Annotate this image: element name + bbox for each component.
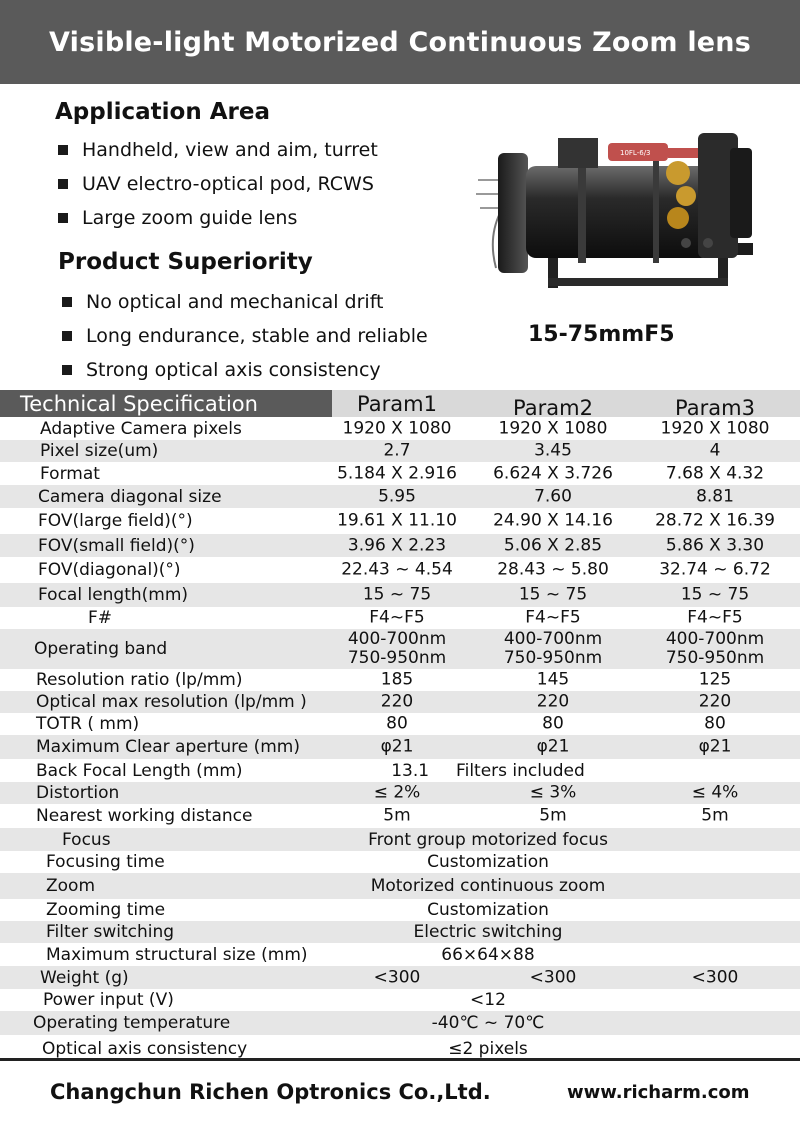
table-row bbox=[0, 828, 800, 851]
lens-tag-label: 10FL-6/3 bbox=[620, 149, 651, 157]
param-header: Param3 bbox=[675, 396, 755, 420]
bullet-square-icon bbox=[62, 365, 72, 375]
row-label: Operating band bbox=[34, 639, 168, 659]
row-value-param2: 1920 X 1080 bbox=[498, 418, 608, 438]
row-value-param3: 1920 X 1080 bbox=[660, 418, 770, 438]
row-value-param1: 5m bbox=[383, 805, 411, 826]
row-value-param3: 5.86 X 3.30 bbox=[665, 535, 765, 555]
title-bar bbox=[0, 0, 800, 84]
row-label: Filter switching bbox=[46, 922, 175, 942]
row-label: Maximum Clear aperture (mm) bbox=[36, 737, 300, 757]
row-value-param1: 15 ~ 75 bbox=[362, 584, 432, 605]
row-value-param3: 32.74 ~ 6.72 bbox=[659, 559, 771, 580]
row-label: Resolution ratio (lp/mm) bbox=[36, 670, 243, 690]
row-value-param3: F4~F5 bbox=[687, 607, 743, 628]
row-value-param2: <300 bbox=[529, 967, 577, 987]
table-row bbox=[0, 440, 800, 462]
row-label: Nearest working distance bbox=[36, 806, 253, 826]
row-label: Weight (g) bbox=[40, 967, 129, 988]
row-label: Optical axis consistency bbox=[42, 1038, 248, 1059]
row-value-param1: 2.7 bbox=[383, 440, 411, 461]
row-value-param3: 4 bbox=[709, 440, 721, 461]
row-label: Camera diagonal size bbox=[38, 486, 222, 507]
row-value-span: <12 bbox=[470, 990, 506, 1010]
table-row bbox=[0, 759, 800, 782]
table-row bbox=[0, 873, 800, 899]
table-row bbox=[0, 735, 800, 759]
row-label: Zooming time bbox=[46, 900, 166, 920]
website-link[interactable]: www.richarm.com bbox=[567, 1082, 750, 1103]
row-label: Power input (V) bbox=[43, 990, 174, 1010]
row-value-param3: 125 bbox=[698, 669, 732, 690]
row-value-param1: φ21 bbox=[380, 736, 414, 757]
table-row bbox=[0, 782, 800, 804]
table-row bbox=[0, 989, 800, 1011]
row-label: FOV(small field)(°) bbox=[38, 535, 195, 556]
row-value-param3: 28.72 X 16.39 bbox=[655, 510, 775, 531]
row-value-param2 bbox=[478, 630, 628, 668]
row-value-param2: 80 bbox=[542, 713, 564, 734]
table-row bbox=[0, 899, 800, 921]
table-bottom-rule bbox=[0, 1058, 800, 1061]
row-value-param1 bbox=[322, 630, 472, 668]
row-value-param2: 28.43 ~ 5.80 bbox=[497, 559, 609, 580]
table-row bbox=[0, 691, 800, 713]
row-label: F# bbox=[88, 608, 113, 628]
row-value-span: ≤2 pixels bbox=[448, 1038, 528, 1059]
spec-header bbox=[0, 390, 800, 420]
row-label: Distortion bbox=[36, 783, 120, 803]
row-value-param3: <300 bbox=[691, 967, 739, 987]
row-value-span: Customization bbox=[427, 900, 549, 920]
row-value-param3: 220 bbox=[698, 691, 732, 712]
row-value-param3: 7.68 X 4.32 bbox=[665, 463, 765, 483]
param-header: Param2 bbox=[513, 396, 593, 420]
row-value-param2: 3.45 bbox=[534, 440, 572, 461]
superiority-list bbox=[62, 285, 428, 387]
row-value-span: Front group motorized focus bbox=[368, 829, 608, 850]
table-row bbox=[0, 607, 800, 629]
row-value-param1: 5.95 bbox=[378, 486, 416, 506]
row-value-param2: 5m bbox=[539, 805, 567, 826]
application-list bbox=[58, 133, 378, 235]
band-value: 400-700nm bbox=[503, 629, 603, 649]
row-value-param2: 15 ~ 75 bbox=[518, 584, 588, 605]
band-value: 750-950nm bbox=[665, 648, 765, 668]
row-label: Adaptive Camera pixels bbox=[40, 418, 242, 439]
row-value-param2: 6.624 X 3.726 bbox=[493, 463, 613, 483]
row-value-span: 13.1 Filters included bbox=[391, 760, 585, 781]
row-label: Back Focal Length (mm) bbox=[36, 760, 243, 781]
row-label: Focusing time bbox=[46, 852, 165, 872]
application-item: Handheld, view and aim, turret bbox=[58, 133, 378, 167]
row-value-param1: 3.96 X 2.23 bbox=[347, 535, 447, 555]
row-value-span: Customization bbox=[427, 852, 549, 872]
superiority-heading: Product Superiority bbox=[58, 249, 313, 275]
model-label: 15-75mmF5 bbox=[528, 322, 675, 347]
bullet-square-icon bbox=[58, 145, 68, 155]
row-label: FOV(diagonal)(°) bbox=[38, 560, 181, 580]
bullet-square-icon bbox=[58, 179, 68, 189]
row-label: Focal length(mm) bbox=[38, 585, 189, 605]
row-value-span: Electric switching bbox=[413, 922, 563, 942]
row-value-param1: ≤ 2% bbox=[373, 782, 421, 803]
row-value-param3: φ21 bbox=[698, 736, 732, 757]
row-label: Focus bbox=[62, 829, 111, 850]
bullet-square-icon bbox=[62, 297, 72, 307]
row-value-param3: 8.81 bbox=[696, 486, 734, 506]
row-value-param1: 22.43 ~ 4.54 bbox=[341, 559, 453, 580]
superiority-item: No optical and mechanical drift bbox=[62, 285, 428, 319]
row-label: Format bbox=[40, 463, 100, 484]
table-row bbox=[0, 804, 800, 828]
table-row bbox=[0, 921, 800, 943]
row-value-param1: F4~F5 bbox=[369, 607, 425, 628]
row-value-param2: 7.60 bbox=[534, 486, 572, 506]
spec-table bbox=[0, 417, 800, 1062]
row-value-param2: 220 bbox=[536, 691, 570, 712]
spec-title: Technical Specification bbox=[0, 390, 332, 417]
table-row bbox=[0, 417, 800, 440]
table-row bbox=[0, 462, 800, 485]
superiority-item: Strong optical axis consistency bbox=[62, 353, 428, 387]
band-value: 750-950nm bbox=[347, 648, 447, 668]
row-value-param1: 19.61 X 11.10 bbox=[337, 510, 457, 531]
row-value-param2: 24.90 X 14.16 bbox=[493, 510, 613, 531]
row-value-param2: ≤ 3% bbox=[529, 782, 577, 803]
row-value-span: 66×64×88 bbox=[441, 944, 535, 965]
superiority-item: Long endurance, stable and reliable bbox=[62, 319, 428, 353]
param-header-band bbox=[332, 390, 800, 420]
table-row bbox=[0, 669, 800, 691]
row-label: TOTR ( mm) bbox=[36, 714, 140, 734]
application-item: Large zoom guide lens bbox=[58, 201, 378, 235]
row-label: Optical max resolution (lp/mm ) bbox=[36, 692, 307, 712]
row-value-param3: 5m bbox=[701, 805, 729, 826]
page-title: Visible-light Motorized Continuous Zoom lens bbox=[49, 26, 751, 58]
row-label: Pixel size(um) bbox=[40, 441, 159, 461]
application-item: UAV electro-optical pod, RCWS bbox=[58, 167, 378, 201]
company-name: Changchun Richen Optronics Co.,Ltd. bbox=[50, 1080, 491, 1104]
row-value-param1: 220 bbox=[380, 691, 414, 712]
row-value-param2: F4~F5 bbox=[525, 607, 581, 628]
band-value: 400-700nm bbox=[665, 629, 765, 649]
table-row bbox=[0, 1011, 800, 1035]
row-label: Maximum structural size (mm) bbox=[46, 944, 308, 965]
param-header: Param1 bbox=[357, 392, 437, 416]
table-row bbox=[0, 583, 800, 607]
row-value-param1: <300 bbox=[373, 967, 421, 987]
row-value-param3 bbox=[640, 630, 790, 668]
row-label: Zoom bbox=[46, 876, 96, 896]
table-row bbox=[0, 851, 800, 873]
row-value-param1: 5.184 X 2.916 bbox=[337, 463, 457, 483]
band-value: 750-950nm bbox=[503, 648, 603, 668]
table-row bbox=[0, 943, 800, 966]
row-value-param1: 80 bbox=[386, 713, 408, 734]
row-value-param2: 5.06 X 2.85 bbox=[503, 535, 603, 555]
bullet-square-icon bbox=[58, 213, 68, 223]
row-value-param2: φ21 bbox=[536, 736, 570, 757]
row-value-span: -40℃ ~ 70℃ bbox=[431, 1013, 545, 1033]
table-row bbox=[0, 534, 800, 557]
table-row bbox=[0, 713, 800, 735]
table-row bbox=[0, 966, 800, 989]
row-value-param3: 80 bbox=[704, 713, 726, 734]
row-value-param2: 145 bbox=[536, 669, 570, 690]
row-value-param1: 1920 X 1080 bbox=[342, 418, 452, 438]
row-value-param3: 15 ~ 75 bbox=[680, 584, 750, 605]
application-heading: Application Area bbox=[55, 99, 270, 125]
row-value-param3: ≤ 4% bbox=[691, 782, 739, 803]
row-value-param1: 185 bbox=[380, 669, 414, 690]
table-row bbox=[0, 557, 800, 583]
row-value-span: Motorized continuous zoom bbox=[370, 876, 606, 896]
row-label: FOV(large field)(°) bbox=[38, 511, 193, 531]
bullet-square-icon bbox=[62, 331, 72, 341]
table-row bbox=[0, 629, 800, 669]
row-label: Operating temperature bbox=[33, 1013, 231, 1033]
band-value: 400-700nm bbox=[347, 629, 447, 649]
lens-product-image bbox=[468, 118, 768, 298]
table-row bbox=[0, 485, 800, 508]
table-row bbox=[0, 508, 800, 534]
